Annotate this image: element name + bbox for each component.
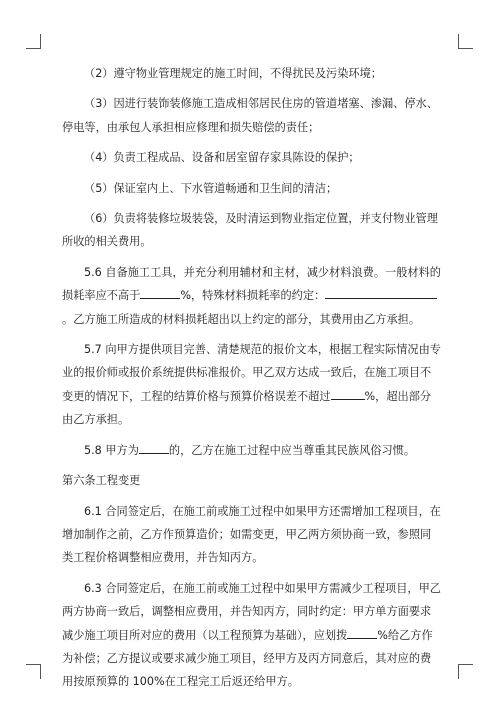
clause-5-7	[62, 338, 442, 432]
list-item-3: （3）因进行装饰装修施工造成相邻居民住房的管道堵塞、渗漏、停水、停电等，由承包人承担相应修理和损失赔偿的责任；	[62, 97, 438, 134]
list-item-2: （2）遵守物业管理规定的施工时间，不得扰民及污染环境；	[84, 67, 382, 80]
clause-5-7-text-2: %，超出部分由乙方承担。	[62, 389, 432, 427]
list-item-4: （4）负责工程成品、设备和居室留存家具陈设的保护；	[84, 151, 360, 165]
clause-5-7-text-1: 5.7 向甲方提供项目完善、清楚规范的报价文本，根据工程实际情况由专业的报价师或报价系统提供标准报价。甲乙双方达成一致后，在施工项目不变更的情况下，工程的结算价格与预算价格误差不超过	[62, 343, 441, 403]
article-6-heading: 第六条工程变更	[62, 474, 141, 488]
document-body	[62, 62, 442, 694]
crop-mark-bottom-left	[26, 664, 41, 679]
crop-mark-top-left	[26, 34, 41, 49]
crop-mark-bottom-right	[458, 664, 473, 679]
clause-5-8	[62, 439, 442, 462]
list-item-6: （6）负责将装修垃圾装袋，及时清运到物业指定位置，并支付物业管理所收的相关费用。	[62, 212, 438, 249]
crop-mark-top-right	[458, 34, 473, 49]
clause-6-3	[62, 577, 442, 694]
clause-5-6	[62, 261, 442, 331]
clause-5-6-text-2: %，特殊材料损耗率的约定：	[180, 289, 326, 303]
clause-6-1: 6.1 合同签定后，在施工前或施工过程中如果甲方还需增加工程项目，在增加制作之前，乙方作预算造价；如需变更，甲乙两方须协商一致，参照同类工程价格调整相应费用，并告知丙方。	[62, 504, 441, 565]
fill-blank-special-loss	[325, 287, 437, 299]
fill-blank-ethnicity	[139, 442, 169, 454]
fill-blank-compensation	[347, 627, 377, 639]
clause-5-6-text-3: 。乙方施工所造成的材料损耗超出以上约定的部分，其费用由乙方承担。	[62, 312, 421, 326]
fill-blank-price-error	[331, 388, 365, 400]
clause-5-8-text-2: 的，乙方在施工过程中应当尊重其民族风俗习惯。	[168, 443, 416, 457]
clause-6-3-text-1: 6.3 合同签定后，在施工前或施工过程中如果甲方需减少工程项目，甲乙两方协商一致后，调整相应费用，并告知丙方，同时约定：甲方单方面要求减少施工项目所对应的费用（以工程预算为基础），应划拨	[62, 581, 441, 642]
clause-6-3-text-2: %给乙方作为补偿；乙方提议或要求减少施工项目，经甲方及丙方同意后，其对应的费用按原预算的 100%在工程完工后返还给甲方。	[62, 628, 433, 689]
clause-5-8-text-1: 5.8 甲方为	[84, 443, 139, 457]
clause-5-6-text-1: 5.6 自备施工工具，并充分利用辅材和主材，减少材料浪费。一般材料的损耗率应不高于	[62, 265, 441, 303]
fill-blank-loss-rate	[140, 287, 180, 299]
list-item-5: （5）保证室内上、下水管道畅通和卫生间的清洁；	[84, 181, 338, 195]
